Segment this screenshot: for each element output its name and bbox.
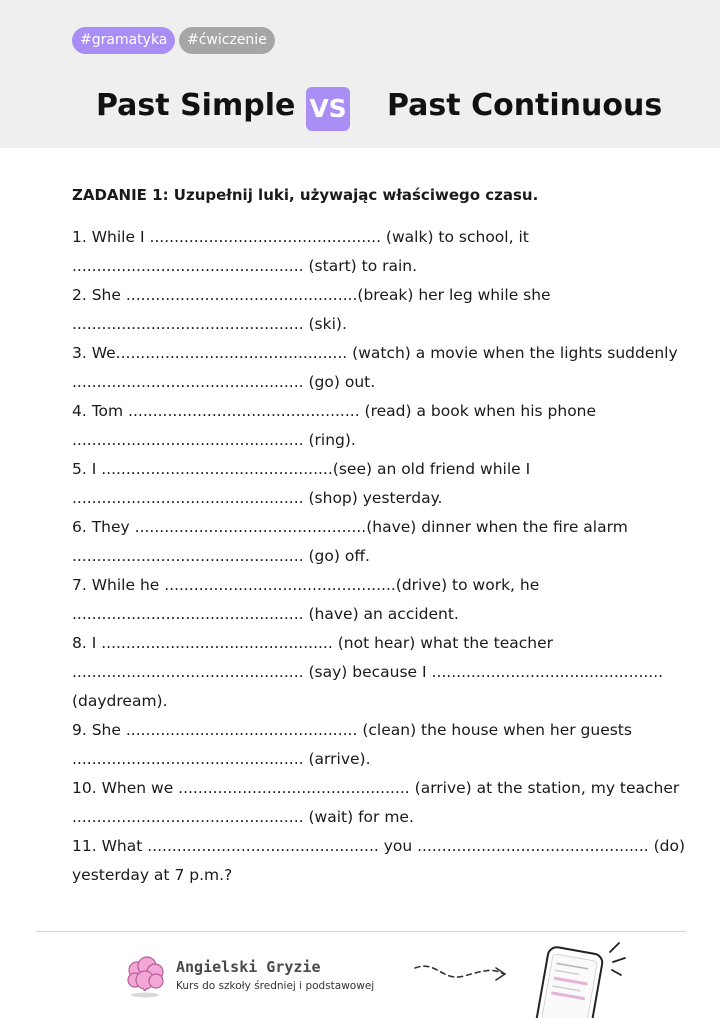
exercise-line: ............................................... (arrive). bbox=[72, 750, 371, 768]
vs-badge: VS bbox=[306, 87, 350, 131]
title-past-continuous: Past Continuous bbox=[387, 88, 663, 123]
exercise-line: 3. We............................................... (watch) a movie when the lights suddenly bbox=[72, 344, 678, 362]
task-heading: ZADANIE 1: Uzupełnij luki, używając właściwego czasu. bbox=[72, 186, 539, 204]
exercise-line: yesterday at 7 p.m.? bbox=[72, 866, 233, 884]
title-past-simple: Past Simple bbox=[96, 88, 296, 123]
footer-divider bbox=[36, 931, 686, 932]
exercise-line: ............................................... (shop) yesterday. bbox=[72, 489, 443, 507]
exercise-line: ............................................... (go) off. bbox=[72, 547, 370, 565]
exercise-list bbox=[72, 223, 686, 890]
tag-cwiczenie[interactable]: #ćwiczenie bbox=[179, 27, 275, 54]
arrow-icon bbox=[412, 958, 512, 988]
exercise-line: ............................................... (ski). bbox=[72, 315, 347, 333]
exercise-line: ............................................... (have) an accident. bbox=[72, 605, 459, 623]
exercise-line: 9. She ............................................... (clean) the house when her guests bbox=[72, 721, 632, 739]
exercise-line: 4. Tom ............................................... (read) a book when his phone bbox=[72, 402, 597, 420]
exercise-line: (daydream). bbox=[72, 692, 168, 710]
exercise-line: ............................................... (ring). bbox=[72, 431, 356, 449]
brand-subtitle: Kurs do szkoły średniej i podstawowej bbox=[176, 980, 375, 992]
tag-gramatyka[interactable]: #gramatyka bbox=[72, 27, 175, 54]
exercise-line: 1. While I ............................................... (walk) to school, it bbox=[72, 228, 529, 246]
exercise-line: 11. What ............................................... you ............................................... (do) bbox=[72, 837, 686, 855]
exercise-line: ............................................... (go) out. bbox=[72, 373, 376, 391]
exercise-line: 6. They ...............................................(have) dinner when the fire alarm bbox=[72, 518, 628, 536]
exercise-line: 10. When we ............................................... (arrive) at the station, my teacher bbox=[72, 779, 680, 797]
brand-name: Angielski Gryzie bbox=[176, 958, 321, 976]
exercise-line: 2. She ...............................................(break) her leg while she bbox=[72, 286, 551, 304]
brain-icon bbox=[123, 954, 167, 998]
exercise-line: 7. While he ...............................................(drive) to work, he bbox=[72, 576, 540, 594]
header-banner bbox=[0, 0, 720, 148]
exercise-line: 5. I ...............................................(see) an old friend while I bbox=[72, 460, 531, 478]
exercise-line: ............................................... (start) to rain. bbox=[72, 257, 418, 275]
phone-icon bbox=[515, 940, 630, 1018]
exercise-line: 8. I ............................................... (not hear) what the teacher bbox=[72, 634, 554, 652]
exercise-line: ............................................... (say) because I ............................................... bbox=[72, 663, 664, 681]
exercise-line: ............................................... (wait) for me. bbox=[72, 808, 414, 826]
